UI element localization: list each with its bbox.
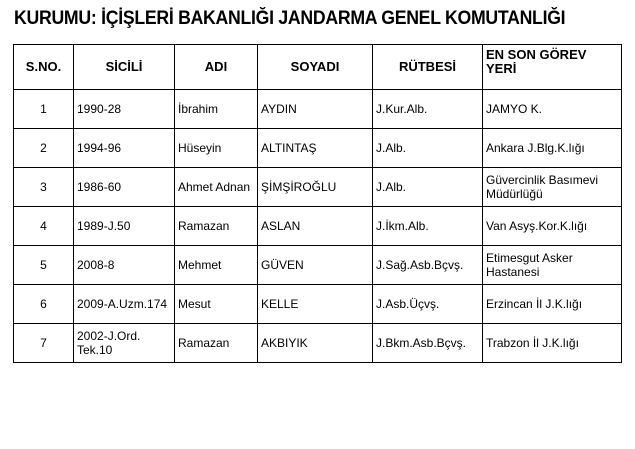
cell-sno: 2 bbox=[14, 129, 74, 168]
cell-adi: Ramazan bbox=[175, 207, 258, 246]
table-row bbox=[14, 207, 622, 246]
cell-sicili: 2002-J.Ord. Tek.10 bbox=[74, 324, 175, 363]
cell-adi: Ahmet Adnan bbox=[175, 168, 258, 207]
personnel-table bbox=[13, 44, 622, 363]
header-adi: ADI bbox=[175, 45, 258, 90]
cell-gorev: Güvercinlik Basımevi Müdürlüğü bbox=[483, 168, 622, 207]
header-gorev: EN SON GÖREV YERİ bbox=[483, 45, 622, 90]
cell-soyadi: AKBIYIK bbox=[258, 324, 373, 363]
cell-gorev: Trabzon İl J.K.lığı bbox=[483, 324, 622, 363]
table-row bbox=[14, 246, 622, 285]
cell-sno: 4 bbox=[14, 207, 74, 246]
table-header-row bbox=[14, 45, 622, 90]
cell-soyadi: ALTINTAŞ bbox=[258, 129, 373, 168]
cell-sno: 7 bbox=[14, 324, 74, 363]
header-sno: S.NO. bbox=[14, 45, 74, 90]
cell-gorev: Erzincan İl J.K.lığı bbox=[483, 285, 622, 324]
cell-rutbe: J.Bkm.Asb.Bçvş. bbox=[373, 324, 483, 363]
table-row bbox=[14, 129, 622, 168]
cell-soyadi: ASLAN bbox=[258, 207, 373, 246]
cell-sno: 6 bbox=[14, 285, 74, 324]
cell-rutbe: J.Sağ.Asb.Bçvş. bbox=[373, 246, 483, 285]
cell-adi: İbrahim bbox=[175, 90, 258, 129]
header-sicili: SİCİLİ bbox=[74, 45, 175, 90]
cell-sno: 3 bbox=[14, 168, 74, 207]
cell-sicili: 1990-28 bbox=[74, 90, 175, 129]
cell-rutbe: J.Alb. bbox=[373, 129, 483, 168]
cell-soyadi: GÜVEN bbox=[258, 246, 373, 285]
cell-sicili: 1994-96 bbox=[74, 129, 175, 168]
header-rutbesi: RÜTBESİ bbox=[373, 45, 483, 90]
cell-rutbe: J.İkm.Alb. bbox=[373, 207, 483, 246]
cell-rutbe: J.Alb. bbox=[373, 168, 483, 207]
cell-adi: Ramazan bbox=[175, 324, 258, 363]
table-row bbox=[14, 285, 622, 324]
cell-rutbe: J.Kur.Alb. bbox=[373, 90, 483, 129]
cell-sicili: 2009-A.Uzm.174 bbox=[74, 285, 175, 324]
cell-gorev: Van Asyş.Kor.K.lığı bbox=[483, 207, 622, 246]
table-row bbox=[14, 324, 622, 363]
table-row bbox=[14, 90, 622, 129]
cell-rutbe: J.Asb.Üçvş. bbox=[373, 285, 483, 324]
cell-soyadi: ŞİMŞİROĞLU bbox=[258, 168, 373, 207]
cell-gorev: Ankara J.Blg.K.lığı bbox=[483, 129, 622, 168]
cell-sicili: 2008-8 bbox=[74, 246, 175, 285]
cell-adi: Hüseyin bbox=[175, 129, 258, 168]
table-row bbox=[14, 168, 622, 207]
cell-adi: Mesut bbox=[175, 285, 258, 324]
cell-sno: 5 bbox=[14, 246, 74, 285]
header-soyadi: SOYADI bbox=[258, 45, 373, 90]
cell-soyadi: AYDIN bbox=[258, 90, 373, 129]
cell-soyadi: KELLE bbox=[258, 285, 373, 324]
document-title: KURUMU: İÇİŞLERİ BAKANLIĞI JANDARMA GENEL KOMUTANLIĞI bbox=[14, 8, 566, 29]
cell-sno: 1 bbox=[14, 90, 74, 129]
cell-adi: Mehmet bbox=[175, 246, 258, 285]
cell-gorev: JAMYO K. bbox=[483, 90, 622, 129]
cell-sicili: 1986-60 bbox=[74, 168, 175, 207]
cell-sicili: 1989-J.50 bbox=[74, 207, 175, 246]
cell-gorev: Etimesgut Asker Hastanesi bbox=[483, 246, 622, 285]
